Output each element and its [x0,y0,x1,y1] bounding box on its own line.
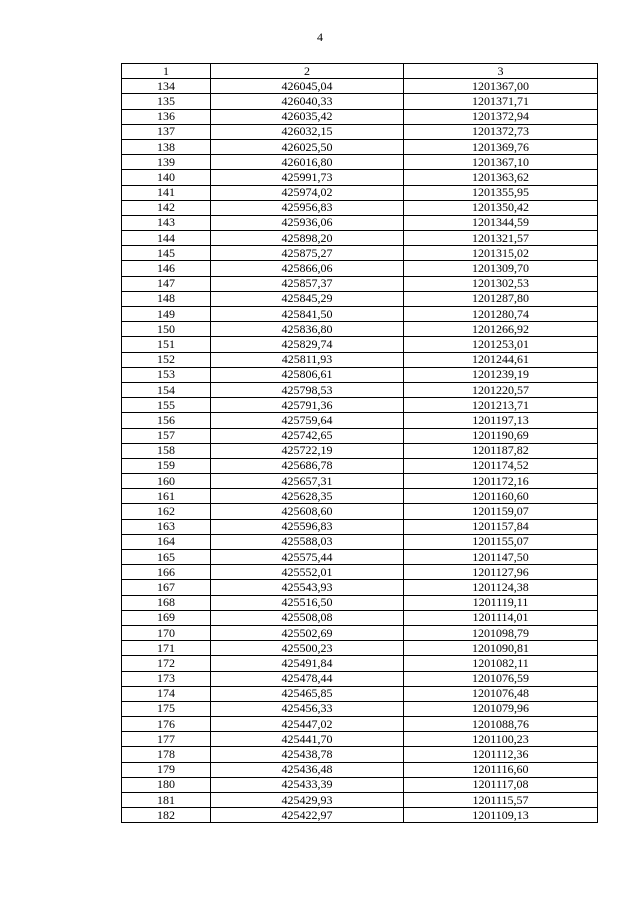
x-coordinate-cell: 425516,50 [211,595,404,610]
x-coordinate-cell: 425857,37 [211,276,404,291]
y-coordinate-cell: 1201309,70 [404,261,598,276]
table-row [122,474,598,489]
y-coordinate-cell: 1201172,16 [404,474,598,489]
x-coordinate-cell: 425543,93 [211,580,404,595]
x-coordinate-cell: 425588,03 [211,534,404,549]
x-coordinate-cell: 425608,60 [211,504,404,519]
x-coordinate-cell: 425575,44 [211,550,404,565]
x-coordinate-cell: 425433,39 [211,777,404,792]
x-coordinate-cell: 425429,93 [211,793,404,808]
table-row [122,155,598,170]
table-row [122,337,598,352]
y-coordinate-cell: 1201239,19 [404,367,598,382]
y-coordinate-cell: 1201220,57 [404,382,598,397]
table-row [122,747,598,762]
point-number-cell: 166 [122,565,211,580]
table-row [122,170,598,185]
point-number-cell: 135 [122,94,211,109]
x-coordinate-cell: 425657,31 [211,474,404,489]
table-row [122,109,598,124]
y-coordinate-cell: 1201109,13 [404,808,598,823]
table-row [122,671,598,686]
y-coordinate-cell: 1201155,07 [404,534,598,549]
point-number-cell: 161 [122,489,211,504]
point-number-cell: 167 [122,580,211,595]
table-row [122,458,598,473]
x-coordinate-cell: 425974,02 [211,185,404,200]
point-number-cell: 144 [122,231,211,246]
x-coordinate-cell: 425447,02 [211,717,404,732]
point-number-cell: 147 [122,276,211,291]
table-row [122,413,598,428]
y-coordinate-cell: 1201076,59 [404,671,598,686]
point-number-cell: 151 [122,337,211,352]
point-number-cell: 136 [122,109,211,124]
y-coordinate-cell: 1201315,02 [404,246,598,261]
y-coordinate-cell: 1201115,57 [404,793,598,808]
point-number-cell: 155 [122,398,211,413]
x-coordinate-cell: 426045,04 [211,79,404,94]
point-number-cell: 179 [122,762,211,777]
table-row [122,732,598,747]
table-row [122,261,598,276]
x-coordinate-cell: 426040,33 [211,94,404,109]
point-number-cell: 157 [122,428,211,443]
table-row [122,519,598,534]
x-coordinate-cell: 425898,20 [211,231,404,246]
x-coordinate-cell: 425508,08 [211,610,404,625]
y-coordinate-cell: 1201190,69 [404,428,598,443]
y-coordinate-cell: 1201369,76 [404,139,598,154]
table-row [122,215,598,230]
x-coordinate-cell: 425759,64 [211,413,404,428]
table-header-row [122,64,598,79]
page-number: 4 [317,30,323,44]
x-coordinate-cell: 425502,69 [211,625,404,640]
table-row [122,580,598,595]
point-number-cell: 141 [122,185,211,200]
y-coordinate-cell: 1201367,00 [404,79,598,94]
y-coordinate-cell: 1201350,42 [404,200,598,215]
x-coordinate-cell: 425686,78 [211,458,404,473]
point-number-cell: 173 [122,671,211,686]
x-coordinate-cell: 426035,42 [211,109,404,124]
point-number-cell: 160 [122,474,211,489]
x-coordinate-cell: 425845,29 [211,291,404,306]
x-coordinate-cell: 425798,53 [211,382,404,397]
y-coordinate-cell: 1201157,84 [404,519,598,534]
y-coordinate-cell: 1201079,96 [404,701,598,716]
y-coordinate-cell: 1201116,60 [404,762,598,777]
point-number-cell: 156 [122,413,211,428]
table-row [122,139,598,154]
table-row [122,428,598,443]
table-row [122,79,598,94]
y-coordinate-cell: 1201244,61 [404,352,598,367]
y-coordinate-cell: 1201160,60 [404,489,598,504]
table-row [122,246,598,261]
point-number-cell: 165 [122,550,211,565]
y-coordinate-cell: 1201280,74 [404,307,598,322]
table-row [122,276,598,291]
x-coordinate-cell: 426025,50 [211,139,404,154]
point-number-cell: 180 [122,777,211,792]
y-coordinate-cell: 1201355,95 [404,185,598,200]
y-coordinate-cell: 1201174,52 [404,458,598,473]
point-number-cell: 159 [122,458,211,473]
y-coordinate-cell: 1201127,96 [404,565,598,580]
y-coordinate-cell: 1201100,23 [404,732,598,747]
y-coordinate-cell: 1201076,48 [404,686,598,701]
table-row [122,94,598,109]
point-number-cell: 176 [122,717,211,732]
point-number-cell: 174 [122,686,211,701]
point-number-cell: 182 [122,808,211,823]
x-coordinate-cell: 425456,33 [211,701,404,716]
x-coordinate-cell: 425991,73 [211,170,404,185]
point-number-cell: 175 [122,701,211,716]
x-coordinate-cell: 425628,35 [211,489,404,504]
table-row [122,777,598,792]
point-number-cell: 134 [122,79,211,94]
table-row [122,595,598,610]
x-coordinate-cell: 425478,44 [211,671,404,686]
y-coordinate-cell: 1201344,59 [404,215,598,230]
x-coordinate-cell: 425465,85 [211,686,404,701]
y-coordinate-cell: 1201082,11 [404,656,598,671]
y-coordinate-cell: 1201213,71 [404,398,598,413]
x-coordinate-cell: 425806,61 [211,367,404,382]
x-coordinate-cell: 425875,27 [211,246,404,261]
y-coordinate-cell: 1201117,08 [404,777,598,792]
y-coordinate-cell: 1201372,94 [404,109,598,124]
table-row [122,808,598,823]
table-row [122,717,598,732]
y-coordinate-cell: 1201363,62 [404,170,598,185]
point-number-cell: 137 [122,124,211,139]
table-row [122,291,598,306]
point-number-cell: 178 [122,747,211,762]
y-coordinate-cell: 1201098,79 [404,625,598,640]
x-coordinate-cell: 425836,80 [211,322,404,337]
y-coordinate-cell: 1201124,38 [404,580,598,595]
point-number-cell: 145 [122,246,211,261]
point-number-cell: 181 [122,793,211,808]
column-header-1: 1 [122,64,211,79]
y-coordinate-cell: 1201197,13 [404,413,598,428]
point-number-cell: 142 [122,200,211,215]
x-coordinate-cell: 425441,70 [211,732,404,747]
x-coordinate-cell: 425552,01 [211,565,404,580]
x-coordinate-cell: 425422,97 [211,808,404,823]
point-number-cell: 163 [122,519,211,534]
y-coordinate-cell: 1201372,73 [404,124,598,139]
table-row [122,367,598,382]
table-row [122,641,598,656]
y-coordinate-cell: 1201147,50 [404,550,598,565]
table-row [122,443,598,458]
point-number-cell: 138 [122,139,211,154]
x-coordinate-cell: 425866,06 [211,261,404,276]
y-coordinate-cell: 1201187,82 [404,443,598,458]
point-number-cell: 158 [122,443,211,458]
table-row [122,762,598,777]
table-row [122,382,598,397]
table-row [122,124,598,139]
y-coordinate-cell: 1201367,10 [404,155,598,170]
point-number-cell: 148 [122,291,211,306]
table-row [122,610,598,625]
table-row [122,534,598,549]
point-number-cell: 153 [122,367,211,382]
y-coordinate-cell: 1201266,92 [404,322,598,337]
point-number-cell: 143 [122,215,211,230]
point-number-cell: 164 [122,534,211,549]
table-row [122,656,598,671]
point-number-cell: 172 [122,656,211,671]
table-row [122,398,598,413]
table-row [122,565,598,580]
point-number-cell: 171 [122,641,211,656]
column-header-2: 2 [211,64,404,79]
x-coordinate-cell: 426016,80 [211,155,404,170]
x-coordinate-cell: 425742,65 [211,428,404,443]
table-row [122,625,598,640]
table-row [122,307,598,322]
table-row [122,489,598,504]
point-number-cell: 152 [122,352,211,367]
x-coordinate-cell: 425491,84 [211,656,404,671]
y-coordinate-cell: 1201302,53 [404,276,598,291]
x-coordinate-cell: 425841,50 [211,307,404,322]
x-coordinate-cell: 426032,15 [211,124,404,139]
y-coordinate-cell: 1201088,76 [404,717,598,732]
column-header-3: 3 [404,64,598,79]
point-number-cell: 149 [122,307,211,322]
point-number-cell: 169 [122,610,211,625]
x-coordinate-cell: 425956,83 [211,200,404,215]
y-coordinate-cell: 1201112,36 [404,747,598,762]
point-number-cell: 162 [122,504,211,519]
y-coordinate-cell: 1201090,81 [404,641,598,656]
x-coordinate-cell: 425436,48 [211,762,404,777]
x-coordinate-cell: 425438,78 [211,747,404,762]
table-row [122,504,598,519]
table-row [122,352,598,367]
x-coordinate-cell: 425811,93 [211,352,404,367]
y-coordinate-cell: 1201321,57 [404,231,598,246]
point-number-cell: 140 [122,170,211,185]
table-row [122,200,598,215]
x-coordinate-cell: 425722,19 [211,443,404,458]
x-coordinate-cell: 425596,83 [211,519,404,534]
y-coordinate-cell: 1201119,11 [404,595,598,610]
point-number-cell: 146 [122,261,211,276]
point-number-cell: 168 [122,595,211,610]
x-coordinate-cell: 425791,36 [211,398,404,413]
x-coordinate-cell: 425936,06 [211,215,404,230]
x-coordinate-cell: 425500,23 [211,641,404,656]
y-coordinate-cell: 1201371,71 [404,94,598,109]
table-row [122,701,598,716]
y-coordinate-cell: 1201159,07 [404,504,598,519]
coordinates-table [121,63,598,823]
point-number-cell: 177 [122,732,211,747]
table-row [122,793,598,808]
x-coordinate-cell: 425829,74 [211,337,404,352]
point-number-cell: 170 [122,625,211,640]
point-number-cell: 154 [122,382,211,397]
table-row [122,231,598,246]
y-coordinate-cell: 1201287,80 [404,291,598,306]
table-row [122,185,598,200]
point-number-cell: 150 [122,322,211,337]
table-row [122,550,598,565]
y-coordinate-cell: 1201114,01 [404,610,598,625]
table-row [122,686,598,701]
table-row [122,322,598,337]
point-number-cell: 139 [122,155,211,170]
y-coordinate-cell: 1201253,01 [404,337,598,352]
